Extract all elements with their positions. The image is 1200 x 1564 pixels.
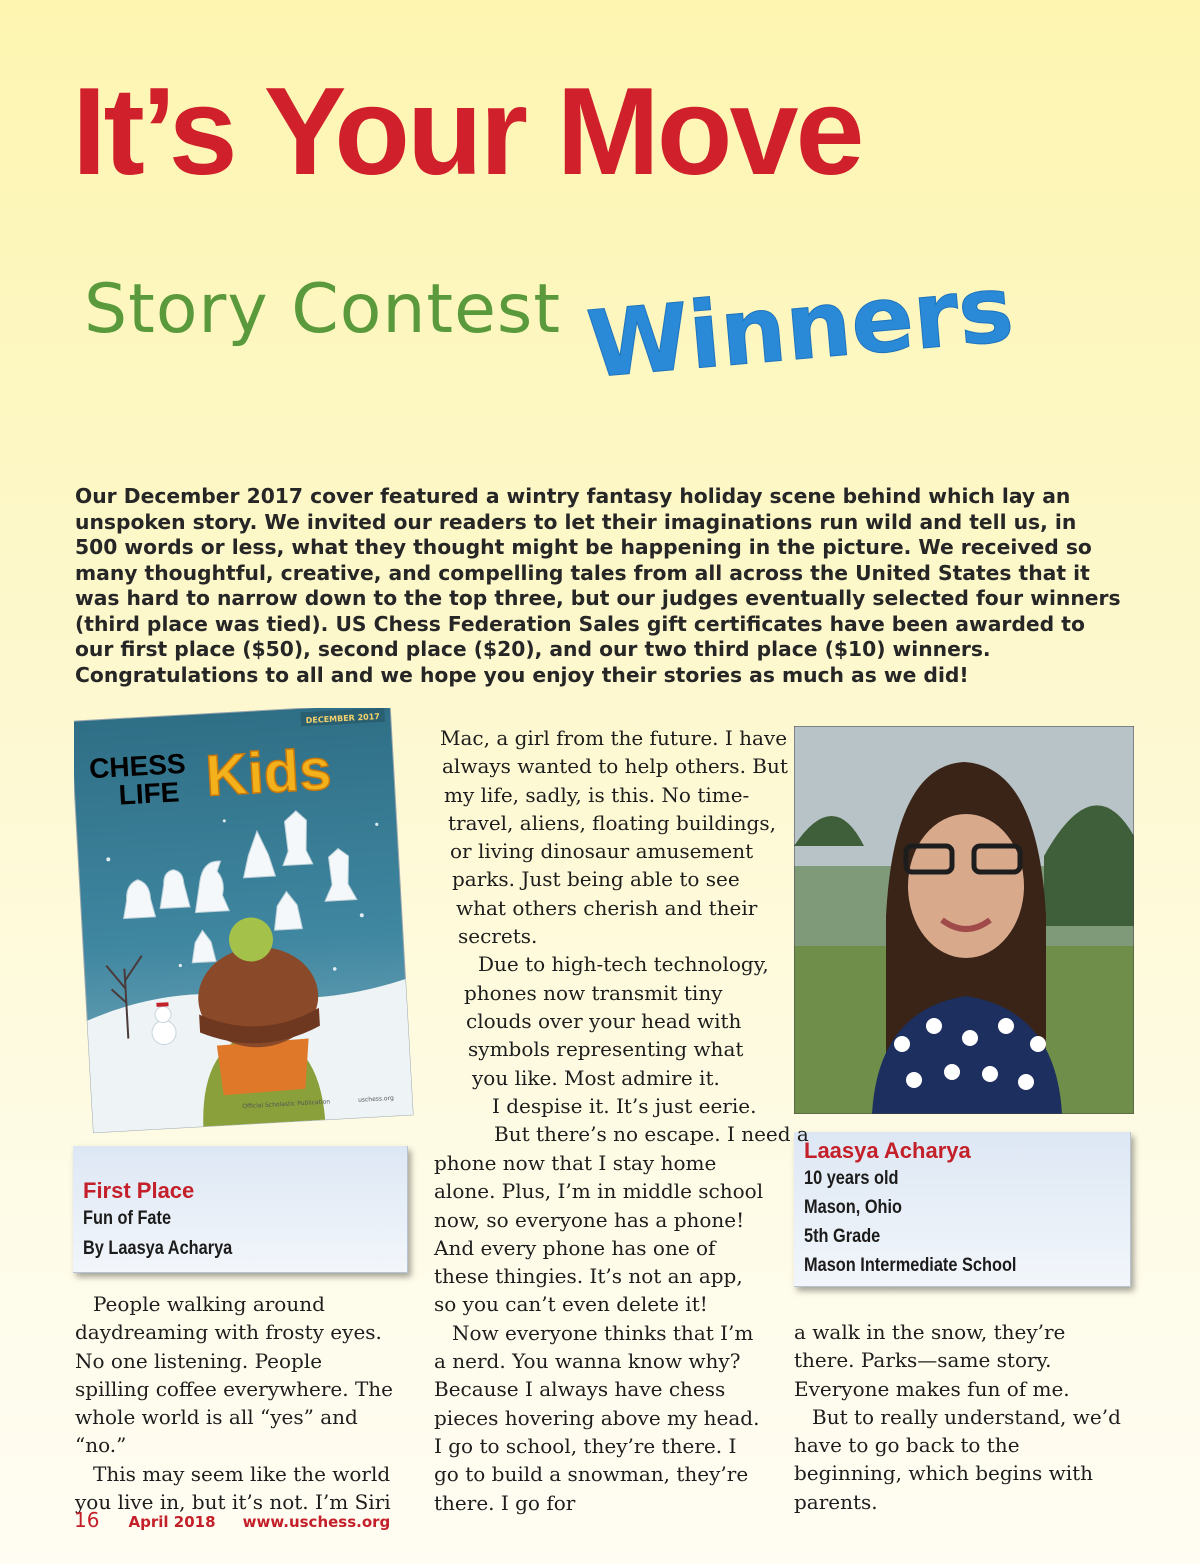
story-line: phones now transmit tiny	[464, 980, 723, 1005]
story-line: clouds over your head with	[466, 1008, 742, 1033]
author-location: Mason, Ohio	[804, 1197, 903, 1218]
cover-issue-date: DECEMBER 2017	[305, 711, 381, 726]
cover-footer-text: Official Scholastic Publication	[242, 1098, 331, 1111]
story-line: Mac, a girl from the future. I have	[440, 726, 788, 750]
page-number: 16	[74, 1508, 100, 1532]
story-paragraph: This may seem like the world you live in, but it’s not. I’m Siri	[75, 1461, 391, 1515]
story-paragraph: a walk in the snow, they’re there. Parks—same story. Everyone makes fun of me.	[794, 1320, 1070, 1401]
story-column-2-wrap	[430, 724, 809, 1148]
cover-title-chess: CHESS	[88, 747, 187, 785]
page-footer	[74, 1508, 390, 1532]
author-age: 10 years old	[804, 1168, 899, 1189]
cover-title-life: LIFE	[117, 776, 181, 811]
cover-title-kids: Kids	[203, 736, 334, 809]
author-caption-box	[794, 1132, 1131, 1287]
story-column-3	[794, 1318, 1124, 1516]
intro-paragraph: Our December 2017 cover featured a wintry fantasy holiday scene behind which lay an unspoken story. We invited our readers to let their imaginations run wild and tell us, in 500 words or less, what they thought might be happening in the picture. We received so many thoughtful, creative, and compelling tales from all across the United States that it was hard to narrow down to the top three, but our judges eventually selected four winners (third place was tied). US Chess Federation Sales gift certificates have been awarded to our first place ($50), second place ($20), and our two third place ($10) winners. Congratulations to all and we hope you enjoy their stories as much as we did!	[75, 484, 1121, 687]
author-school: Mason Intermediate School	[804, 1255, 1017, 1276]
cover-url: uschess.org	[357, 1094, 395, 1104]
author-name: Laasya Acharya	[804, 1138, 971, 1163]
story-line: But there’s no escape. I need a	[494, 1122, 809, 1147]
story-line: you like. Most admire it.	[472, 1065, 720, 1090]
story-line: secrets.	[458, 924, 538, 949]
subtitle-story-contest: Story Contest	[84, 270, 562, 349]
story-paragraph: Now everyone thinks that I’m a nerd. You wanna know why? Because I always have chess pieces hovering above my head. I go to school, they’re there. I go to build a snowman, they’re there. I go for	[434, 1320, 760, 1515]
story-line: travel, aliens, floating buildings,	[448, 810, 776, 835]
story-paragraph: phone now that I stay home alone. Plus, I’m in middle school now, so everyone has a phone! And every phone has one of these thingies. It’s not an app, so you can’t even delete it!	[434, 1151, 764, 1317]
entry-place: First Place	[83, 1178, 195, 1203]
story-line: or living dinosaur amusement	[450, 839, 754, 864]
story-paragraph: People walking around daydreaming with frosty eyes. No one listening. People spilling coffee everywhere. The whole world is all “yes” and “no.”	[75, 1292, 394, 1458]
author-grade: 5th Grade	[804, 1226, 881, 1247]
magazine-cover-image	[74, 708, 414, 1140]
story-line: I despise it. It’s just eerie.	[492, 1093, 757, 1118]
story-line: what others cherish and their	[456, 895, 758, 920]
story-line: Due to high-tech technology,	[478, 952, 769, 977]
issue-date: April 2018	[128, 1513, 216, 1531]
author-photo	[794, 726, 1134, 1114]
entry-story-title: Fun of Fate	[83, 1208, 172, 1229]
story-column-1	[75, 1290, 397, 1516]
entry-byline: By Laasya Acharya	[83, 1238, 233, 1259]
website-link[interactable]: www.uschess.org	[242, 1513, 391, 1531]
story-line: parks. Just being able to see	[452, 867, 740, 892]
story-line: symbols representing what	[468, 1037, 744, 1062]
story-line: my life, sadly, is this. No time-	[444, 782, 750, 807]
page-title: It’s Your Move	[72, 63, 862, 201]
story-column-2	[434, 1149, 764, 1517]
subtitle-winners: Winners	[583, 255, 1018, 399]
story-line: always wanted to help others. But	[442, 754, 788, 779]
entry-caption-box	[73, 1146, 408, 1273]
story-paragraph: But to really understand, we’d have to go back to the beginning, which begins with parents.	[794, 1404, 1121, 1514]
